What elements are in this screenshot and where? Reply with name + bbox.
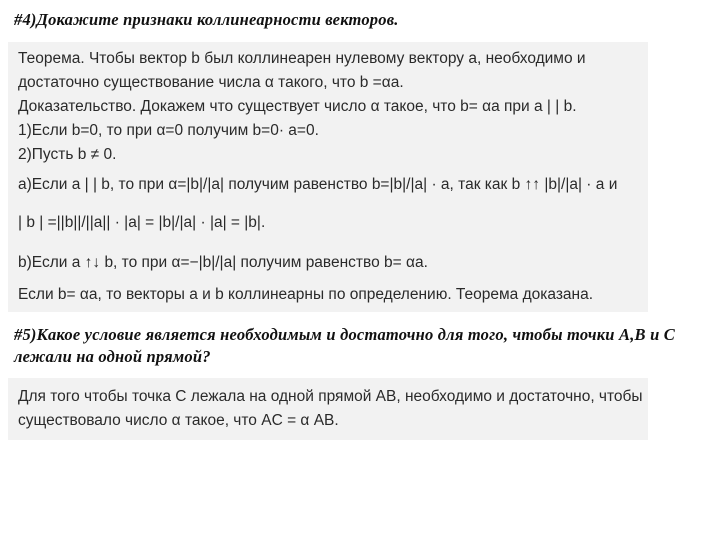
section-5-heading: #5)Какое условие является необходимым и достаточно для того, чтобы точки A,B и C лежали на одной прямой? [14,325,675,366]
answer-line-1: Для того чтобы точка С лежала на одной прямой АВ, необходимо и достаточно, чтобы [18,388,643,405]
proof-case-2: 2)Пусть b ≠ 0. [18,146,117,163]
proof-case-2a-modulus: | b | =||b||/||a|| · |a| = |b|/|a| · |a| = |b|. [18,214,266,231]
proof-case-2a: a)Если a | | b, то при α=|b|/|a| получим равенство b=|b|/|a| · a, так как b ↑↑ |b|/|a| · a и [18,176,618,193]
theorem-line-2: достаточно существование числа α такого, что b =αa. [18,74,404,91]
theorem-line-1: Теорема. Чтобы вектор b был коллинеарен нулевому вектору a, необходимо и [18,50,586,67]
section-4-heading: #4)Докажите признаки коллинеарности векторов. [14,10,399,29]
proof-conclusion: Если b= αa, то векторы a и b коллинеарны по определению. Теорема доказана. [18,286,594,303]
proof-line-1: Доказательство. Докажем что существует число α такое, что b= αa при a | | b. [18,98,577,115]
answer-line-2: существовало число α такое, что AC = α AB. [18,412,339,429]
proof-case-1: 1)Если b=0, то при α=0 получим b=0· a=0. [18,122,319,139]
answer-panel [8,378,648,440]
proof-case-2b: b)Если a ↑↓ b, то при α=−|b|/|a| получим равенство b= αa. [18,254,428,271]
theorem-proof-panel [8,42,648,312]
